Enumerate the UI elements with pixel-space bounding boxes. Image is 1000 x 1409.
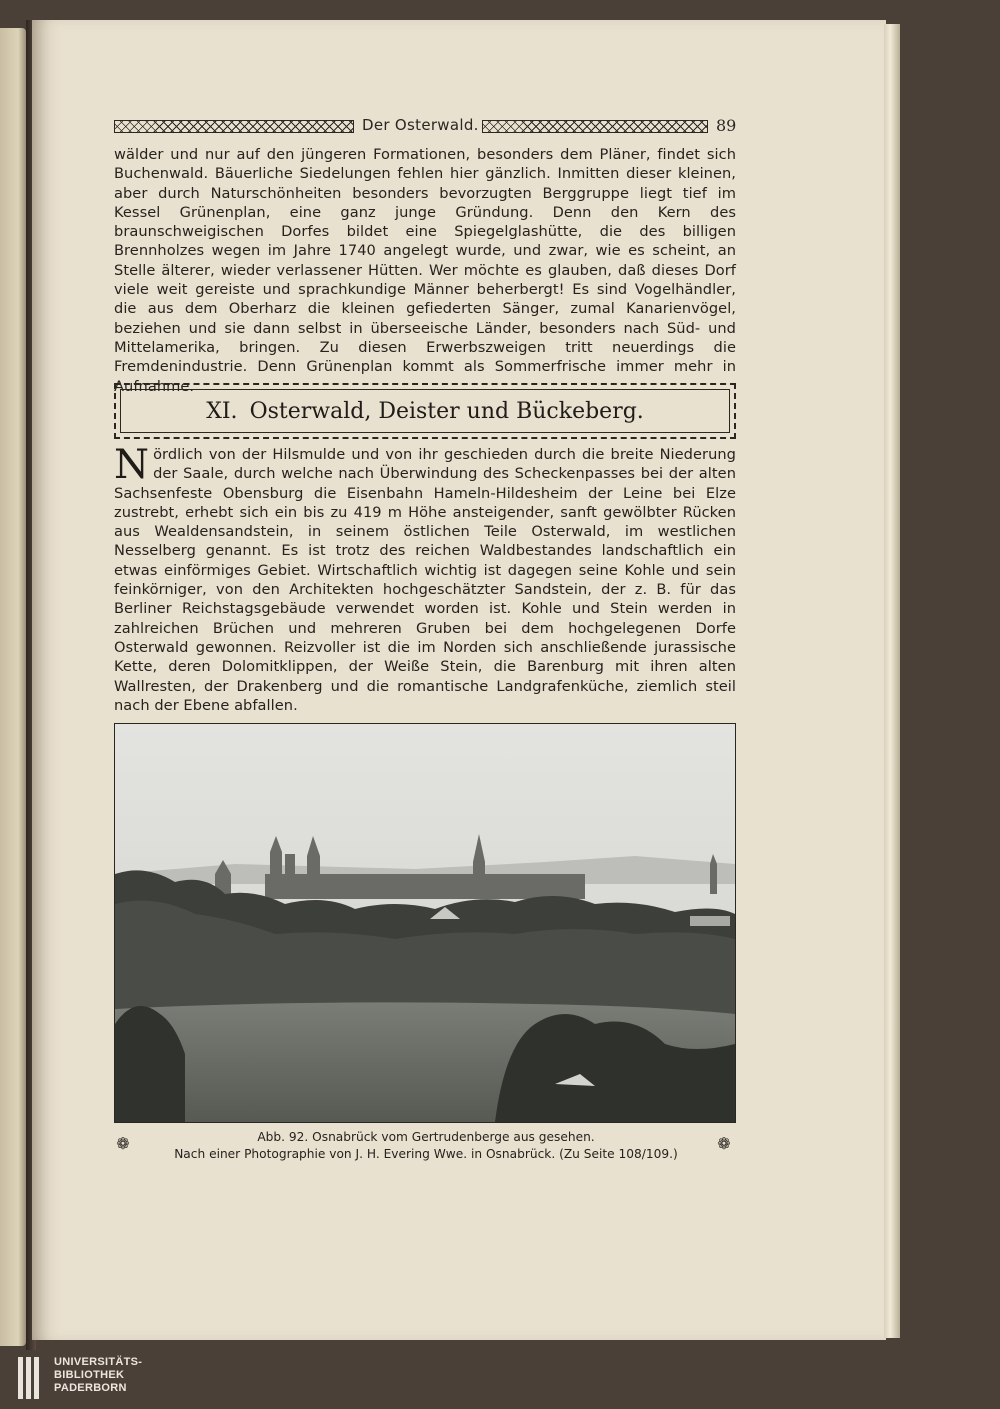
quatrefoil-ornament-icon: ❁ — [717, 1134, 731, 1153]
page-stack-edge — [884, 24, 900, 1338]
header-ornament-left — [114, 120, 354, 133]
chapter-heading-box — [114, 383, 736, 439]
photo-landscape-illustration — [115, 724, 735, 1122]
quatrefoil-ornament-icon: ❁ — [116, 1134, 130, 1153]
figure-caption-credit: Nach einer Photographie von J. H. Evering Wwe. in Osnabrück. (Zu Seite 108/109.) — [174, 1147, 678, 1161]
paragraph-osterwald — [114, 442, 736, 715]
library-logo — [14, 1355, 214, 1403]
chapter-title: Osterwald, Deister und Bückeberg. — [249, 398, 644, 424]
paragraph-grunenplan: wälder und nur auf den jüngeren Formationen, besonders dem Pläner, findet sich Buchenwald. Bäuerliche Siedelungen fehlen hier gänzlich. Inmitten dieser kleinen, aber durch Naturschönheiten besonders bevorzugten Berggruppe liegt tief im Kessel Grünenplan, eine ganz junge Gründung. Denn den Kern des braunschweigischen Dorfes bildet eine Spiegelglashütte, die des billigen Brennholzes wegen im Jahre 1740 angelegt wurde, und zwar, wie es scheint, an Stelle älterer, wieder verlassener Hütten. Wer möchte es glauben, daß dieses Dorf viele weit gereiste und sprachkundige Männer beherbergt! Es sind Vogelhändler, die aus dem Oberharz die kleinen gefiederten Sänger, zumal Kanarienvögel, beziehen und sie dann selbst in überseeische Länder, besonders nach Süd- und Mittelamerika, bringen. Zu diesen Erwerbszweigen tritt neuerdings die Fremdenindustrie. Denn Grünenplan kommt als Sommerfrische immer mehr in Aufnahme. — [114, 146, 736, 395]
chapter-numeral: XI. — [206, 398, 238, 424]
running-header — [114, 117, 736, 137]
paragraph-osterwald-text: ördlich von der Hilsmulde und von ihr geschieden durch die breite Niederung der Saale, durch welche nach Überwindung des Scheckenpasses bei der alten Sachsenfeste Obensburg die Eisenbahn Hameln-Hildesheim der Leine bei Elze zustrebt, erhebt sich ein bis zu 419 m Höhe ansteigender, sanft gewölbter Rücken aus Wealdensandstein, in seinem östlichen Teile Osterwald, im westlichen Nesselberg genannt. Es ist trotz des reichen Waldbestandes landschaftlich ein etwas einförmiges Gebiet. Wirtschaftlich wichtig ist dagegen seine Kohle und sein feinkörniger, von den Architekten hochgeschätzter Sandstein, der z. B. für das Berliner Reichstagsgebäude verwendet worden ist. Kohle und Stein werden in zahlreichen Brüchen und mehreren Gruben bei dem hochgelegenen Dorfe Osterwald gewonnen. Reizvoller ist die im Norden sich anschließende jurassische Kette, deren Dolomitklippen, der Weiße Stein, die Barenburg mit ihren alten Wallresten, der Drakenberg und die romantische Landgrafenküche, ziemlich steil nach der Ebene abfallen. — [114, 446, 736, 714]
header-ornament-right — [482, 120, 708, 133]
figure-caption-title: Abb. 92. Osnabrück vom Gertrudenberge aus gesehen. — [257, 1130, 595, 1144]
library-logo-text — [54, 1356, 204, 1395]
chapter-heading — [120, 389, 730, 433]
photo-osnabrueck — [114, 723, 736, 1123]
drop-cap: N — [114, 442, 150, 488]
library-logo-line2: BIBLIOTHEK — [54, 1369, 125, 1381]
library-logo-line3: PADERBORN — [54, 1382, 127, 1394]
library-logo-line1: UNIVERSITÄTS- — [54, 1356, 143, 1368]
page-number: 89 — [716, 116, 737, 135]
previous-page-edge — [0, 28, 26, 1346]
header-title: Der Osterwald. — [362, 116, 479, 134]
